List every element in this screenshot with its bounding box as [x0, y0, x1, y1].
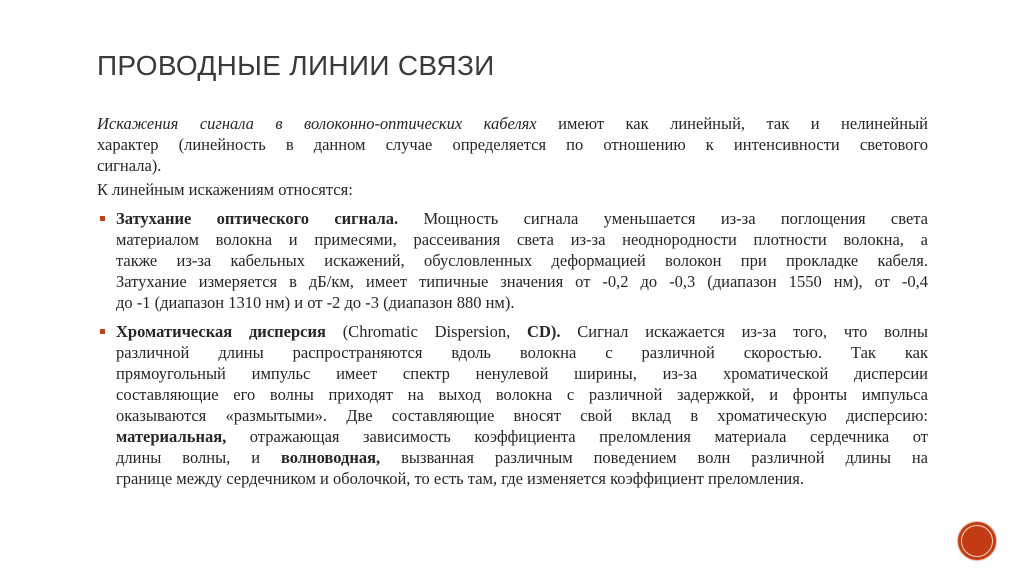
text-line: [116, 426, 928, 447]
text: длины волны, и: [116, 448, 281, 467]
text: имеют как линейный, так и нелинейный: [536, 114, 928, 133]
bullet-icon: [100, 216, 105, 221]
bullet-icon: [100, 329, 105, 334]
text-line: также из-за кабельных искажений, обусловленных деформацией волокон при прокладке кабеля.: [116, 251, 928, 270]
text-line: оказываются «размытыми». Две составляющие вносят свой вклад в хроматическую дисперсию:: [116, 406, 928, 425]
text-line: прямоугольный импульс имеет спектр ненулевой ширины, из-за хроматической дисперсии: [116, 364, 928, 383]
lead-paragraph: [97, 179, 928, 200]
bold-term: материальная,: [116, 427, 227, 446]
text-line: различной длины распространяются вдоль волокна с различной скоростью. Так как: [116, 343, 928, 362]
text-line: [116, 447, 928, 468]
slide-number-badge-icon: [958, 522, 996, 560]
bullet-chromatic-dispersion: [97, 321, 928, 489]
text-line: до -1 (диапазон 1310 нм) и от -2 до -3 (диапазон 880 нм).: [116, 293, 515, 312]
bold-term: волноводная,: [280, 448, 381, 467]
text-line: [97, 113, 928, 134]
bold-term: Затухание оптического сигнала.: [116, 209, 399, 228]
text: Мощность сигнала уменьшается из-за поглощения света: [398, 209, 929, 228]
italic-term: Искажения сигнала в волоконно-оптических кабелях: [97, 114, 537, 133]
text-line: Затухание измеряется в дБ/км, имеет типичные значения от -0,2 до -0,3 (диапазон 1550 нм), от -0,4: [116, 272, 928, 291]
text-line: К линейным искажениям относятся:: [97, 180, 353, 199]
text-line: характер (линейность в данном случае определяется по отношению к интенсивности светового: [97, 135, 928, 154]
bullet-attenuation: [97, 208, 928, 313]
text: Сигнал искажается из-за того, что волны: [560, 322, 929, 341]
text-line: материалом волокна и примесями, рассеивания света из-за неоднородности плотности волокна, а: [116, 230, 928, 249]
slide-body: [97, 113, 928, 489]
text: вызванная различным поведением волн различной длины на: [380, 448, 928, 467]
slide-title: ПРОВОДНЫЕ ЛИНИИ СВЯЗИ: [97, 50, 495, 81]
intro-paragraph: [97, 113, 928, 176]
bold-term: Хроматическая дисперсия: [116, 322, 326, 341]
bold-term: CD).: [527, 322, 561, 341]
text-line: составляющие его волны приходят на выход волокна с различной задержкой, и фронты импульса: [116, 385, 928, 404]
text-line: границе между сердечником и оболочкой, то есть там, где изменяется коэффициент преломления.: [116, 469, 804, 488]
text: отражающая зависимость коэффициента преломления материала сердечника от: [226, 427, 928, 446]
text-line: [116, 208, 928, 229]
text-line: [116, 321, 928, 342]
text: (Chromatic Dispersion,: [325, 322, 528, 341]
text-line: сигнала).: [97, 156, 162, 175]
